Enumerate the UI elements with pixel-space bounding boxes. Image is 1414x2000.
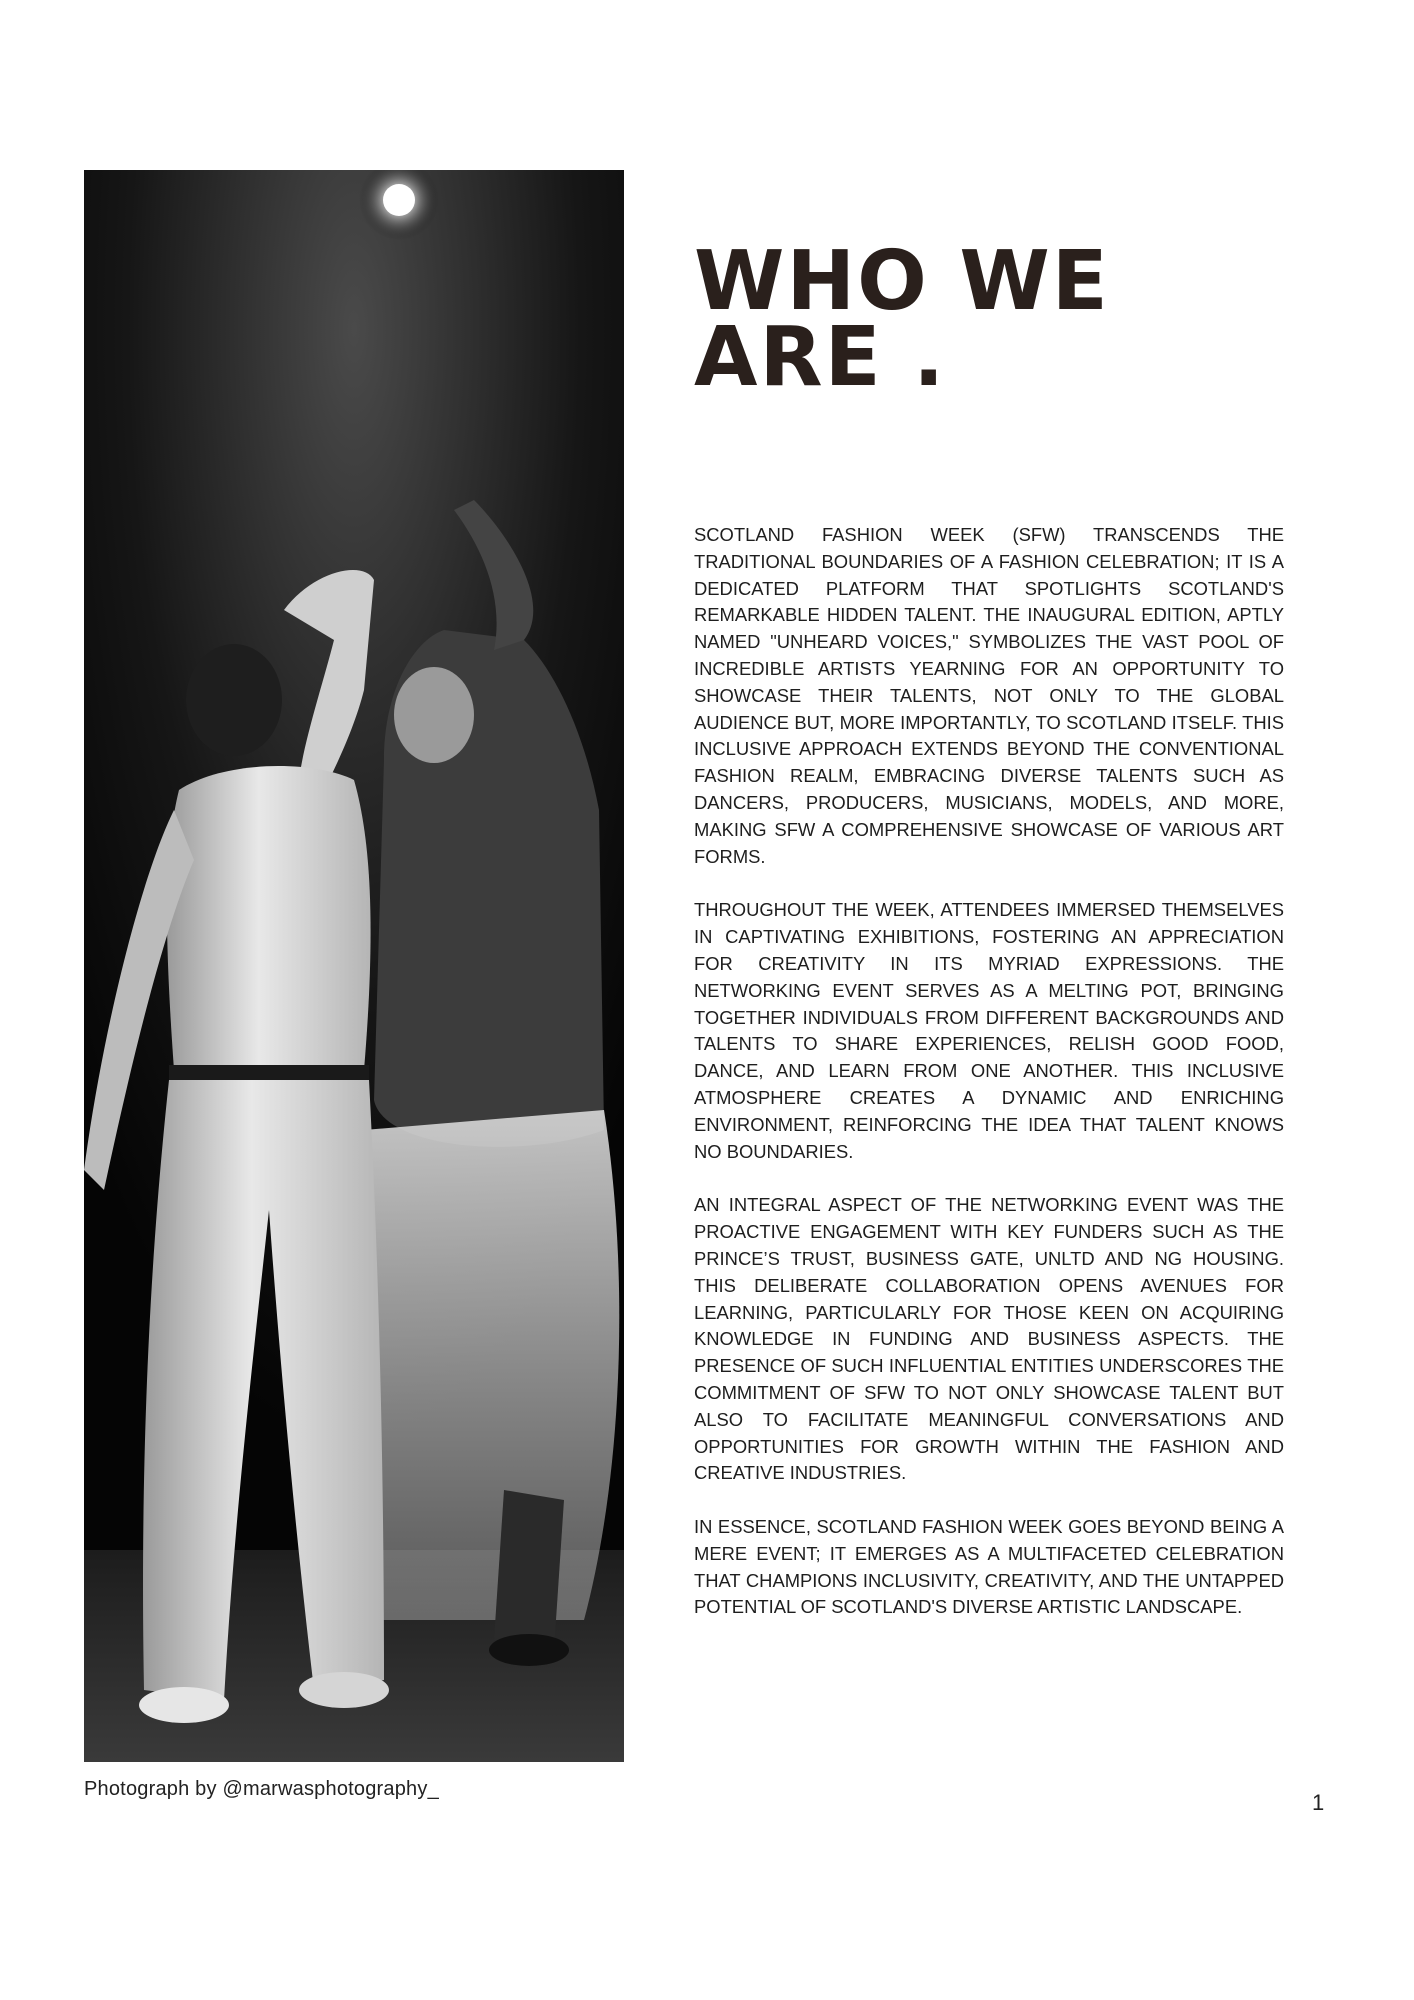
paragraph-funders: AN INTEGRAL ASPECT OF THE NETWORKING EVENT WAS THE PROACTIVE ENGAGEMENT WITH KEY FUNDERS SUCH AS THE PRINCE’S TRUST, BUSINESS GATE, UNLTD AND NG HOUSING. THIS DELIBERATE COLLABORATION OPENS AVENUES FOR LEARNING, PARTICULARLY FOR THOSE KEEN ON ACQUIRING KNOWLEDGE IN FUNDING AND BUSINESS ASPECTS. THE PRESENCE OF SUCH INFLUENTIAL ENTITIES UNDERSCORES THE COMMITMENT OF SFW TO NOT ONLY SHOWCASE TALENT BUT ALSO TO FACILITATE MEANINGFUL CONVERSATIONS AND OPPORTUNITIES FOR GROWTH WITHIN THE FASHION AND CREATIVE INDUSTRIES. — [694, 1194, 1284, 1484]
page-number: 1 — [1312, 1790, 1325, 1815]
stage-photograph — [84, 170, 624, 1762]
paragraph-intro: SCOTLAND FASHION WEEK (SFW) TRANSCENDS THE TRADITIONAL BOUNDARIES OF A FASHION CELEBRATION; IT IS A DEDICATED PLATFORM THAT SPOTLIGHTS SCOTLAND'S REMARKABLE HIDDEN TALENT. THE INAUGURAL EDITION, APTLY NAMED "UNHEARD VOICES," SYMBOLIZES THE VAST POOL OF INCREDIBLE ARTISTS YEARNING FOR AN OPPORTUNITY TO SHOWCASE THEIR TALENTS, NOT ONLY TO THE GLOBAL AUDIENCE BUT, MORE IMPORTANTLY, TO SCOTLAND ITSELF. THIS INCLUSIVE APPROACH EXTENDS BEYOND THE CONVENTIONAL FASHION REALM, EMBRACING DIVERSE TALENTS SUCH AS DANCERS, PRODUCERS, MUSICIANS, MODELS, AND MORE, MAKING SFW A COMPREHENSIVE SHOWCASE OF VARIOUS ART FORMS. — [694, 524, 1284, 867]
body-text — [694, 522, 1284, 1648]
paragraph-week: THROUGHOUT THE WEEK, ATTENDEES IMMERSED THEMSELVES IN CAPTIVATING EXHIBITIONS, FOSTERING AN APPRECIATION FOR CREATIVITY IN ITS MYRIAD EXPRESSIONS. THE NETWORKING EVENT SERVES AS A MELTING POT, BRINGING TOGETHER INDIVIDUALS FROM DIFFERENT BACKGROUNDS AND TALENTS TO SHARE EXPERIENCES, RELISH GOOD FOOD, DANCE, AND LEARN FROM ONE ANOTHER. THIS INCLUSIVE ATMOSPHERE CREATES A DYNAMIC AND ENRICHING ENVIRONMENT, REINFORCING THE IDEA THAT TALENT KNOWS NO BOUNDARIES. — [694, 899, 1284, 1162]
page-title-line-2: ARE . — [694, 310, 947, 405]
page-title-line-1: WHO WE — [694, 234, 1110, 329]
page-title — [694, 234, 1254, 405]
photo-caption: Photograph by @marwasphotography_ — [84, 1778, 439, 1800]
paragraph-essence: IN ESSENCE, SCOTLAND FASHION WEEK GOES BEYOND BEING A MERE EVENT; IT EMERGES AS A MULTIFACETED CELEBRATION THAT CHAMPIONS INCLUSIVITY, CREATIVITY, AND THE UNTAPPED POTENTIAL OF SCOTLAND'S DIVERSE ARTISTIC LANDSCAPE. — [694, 1516, 1284, 1618]
photo-illustration — [84, 170, 624, 1762]
